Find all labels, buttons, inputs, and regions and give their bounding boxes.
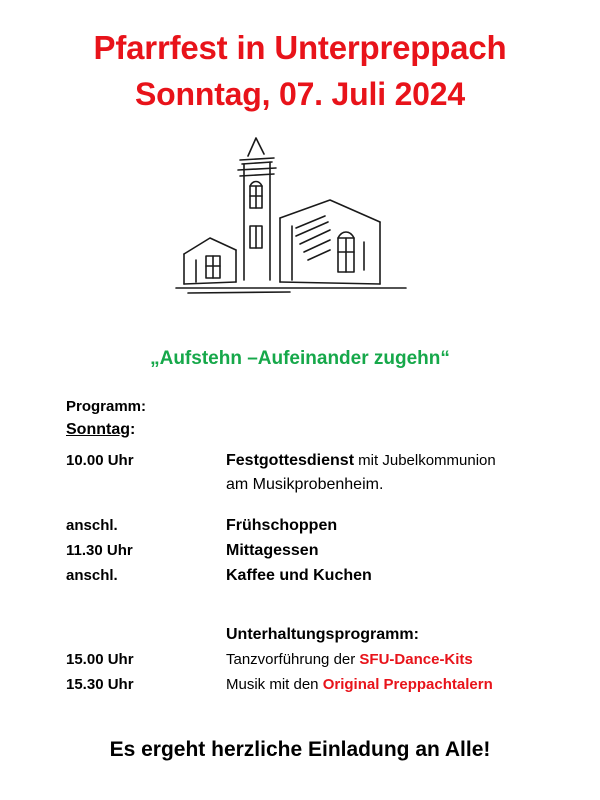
program-day: Sonntag — [66, 421, 130, 438]
row-desc — [226, 448, 496, 473]
row-desc-prefix: Musik mit den — [226, 676, 323, 693]
church-illustration — [0, 130, 600, 340]
table-row — [66, 647, 546, 672]
program-rows — [66, 448, 546, 697]
footer-invitation: Es ergeht herzliche Einladung an Alle! — [109, 738, 491, 761]
row-time: 15.00 Uhr — [66, 651, 134, 668]
program-day-colon: : — [130, 421, 136, 438]
church-line-drawing — [170, 130, 430, 340]
page-title — [0, 0, 600, 114]
headline-line-2: Sonntag, 07. Juli 2024 — [135, 76, 465, 112]
row-desc-prefix: Tanzvorführung der — [226, 651, 360, 668]
table-row — [66, 513, 546, 538]
row-desc-second: am Musikprobenheim. — [226, 476, 384, 493]
row-desc-strong: Kaffee und Kuchen — [226, 567, 372, 584]
row-desc-highlight: SFU-Dance-Kits — [359, 651, 473, 668]
row-desc-strong: Festgottesdienst — [226, 452, 355, 469]
table-row — [66, 538, 546, 563]
row-time: 15.30 Uhr — [66, 676, 134, 693]
program-section — [66, 396, 546, 697]
program-label: Programm: — [66, 398, 147, 415]
row-time: 11.30 Uhr — [66, 542, 133, 559]
table-row — [66, 448, 546, 473]
row-desc-rest: mit Jubelkommunion — [354, 452, 496, 469]
table-row — [66, 672, 546, 697]
row-time: anschl. — [66, 567, 118, 584]
row-desc — [226, 647, 473, 672]
headline-line-1: Pfarrfest in Unterpreppach — [93, 29, 507, 66]
entertainment-title-row — [66, 622, 546, 647]
row-desc-strong: Frühschoppen — [226, 517, 338, 534]
row-time: anschl. — [66, 517, 118, 534]
spacer — [66, 588, 546, 622]
table-row — [66, 563, 546, 588]
entertainment-title: Unterhaltungsprogramm: — [226, 626, 419, 643]
motto-text: „Aufstehn –Aufeinander zugehn“ — [150, 348, 450, 369]
program-day-wrap — [66, 418, 546, 442]
table-row-subline — [66, 473, 546, 497]
row-desc — [226, 672, 493, 697]
row-desc-strong: Mittagessen — [226, 542, 319, 559]
row-desc — [226, 513, 337, 538]
row-time: 10.00 Uhr — [66, 452, 134, 469]
spacer — [66, 497, 546, 513]
row-desc — [226, 538, 318, 563]
row-time-spacer — [66, 473, 226, 497]
row-desc — [226, 563, 372, 588]
row-desc-highlight: Original Preppachtalern — [322, 676, 493, 693]
